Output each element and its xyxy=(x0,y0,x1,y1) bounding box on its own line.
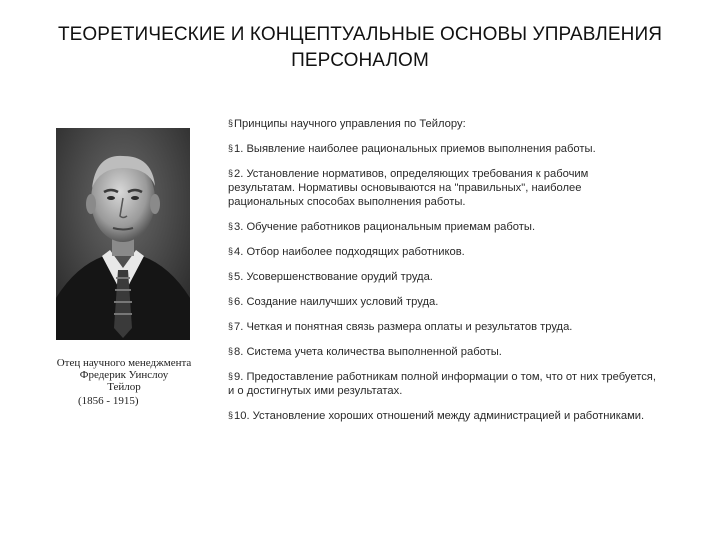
principle-item-10: § 10. Установление хороших отношений между администрацией и работниками. xyxy=(228,408,658,423)
caption-line-1: Отец научного менеджмента xyxy=(56,357,192,369)
principles-list xyxy=(228,116,658,423)
principle-item-1: § 1. Выявление наиболее рациональных приемов выполнения работы. xyxy=(228,141,658,156)
slide-title-line-2: ПЕРСОНАЛОМ xyxy=(291,50,429,71)
principle-item-6: § 6. Создание наилучших условий труда. xyxy=(228,294,658,309)
caption-line-2: Фредерик Уинслоу xyxy=(79,369,169,381)
portrait-icon xyxy=(56,128,190,340)
principle-item-8: § 8. Система учета количества выполненной работы. xyxy=(228,344,658,359)
principle-item-5: § 5. Усовершенствование орудий труда. xyxy=(228,269,658,284)
portrait-caption xyxy=(38,357,210,407)
principles-heading: § Принципы научного управления по Тейлору: xyxy=(228,116,658,131)
slide-title-line-1: ТЕОРЕТИЧЕСКИЕ И КОНЦЕПТУАЛЬНЫЕ ОСНОВЫ УПРАВЛЕНИЯ xyxy=(57,24,663,45)
caption-line-3: Тейлор xyxy=(107,381,141,393)
principle-item-4: § 4. Отбор наиболее подходящих работников. xyxy=(228,244,658,259)
slide-title xyxy=(0,22,720,74)
principle-item-9: § 9. Предоставление работникам полной информации о том, что от них требуется, и о достигнутых ими результатах. xyxy=(228,369,658,398)
principle-item-2: § 2. Установление нормативов, определяющих требования к рабочим результатам. Нормативы основываются на "правильных", наиболее рациональных способах выполнения работы. xyxy=(228,166,658,209)
portrait-photo xyxy=(56,128,190,340)
principle-item-7: § 7. Четкая и понятная связь размера оплаты и результатов труда. xyxy=(228,319,658,334)
principle-item-3: § 3. Обучение работников рациональным приемам работы. xyxy=(228,219,658,234)
caption-years: (1856 - 1915) xyxy=(78,395,139,407)
